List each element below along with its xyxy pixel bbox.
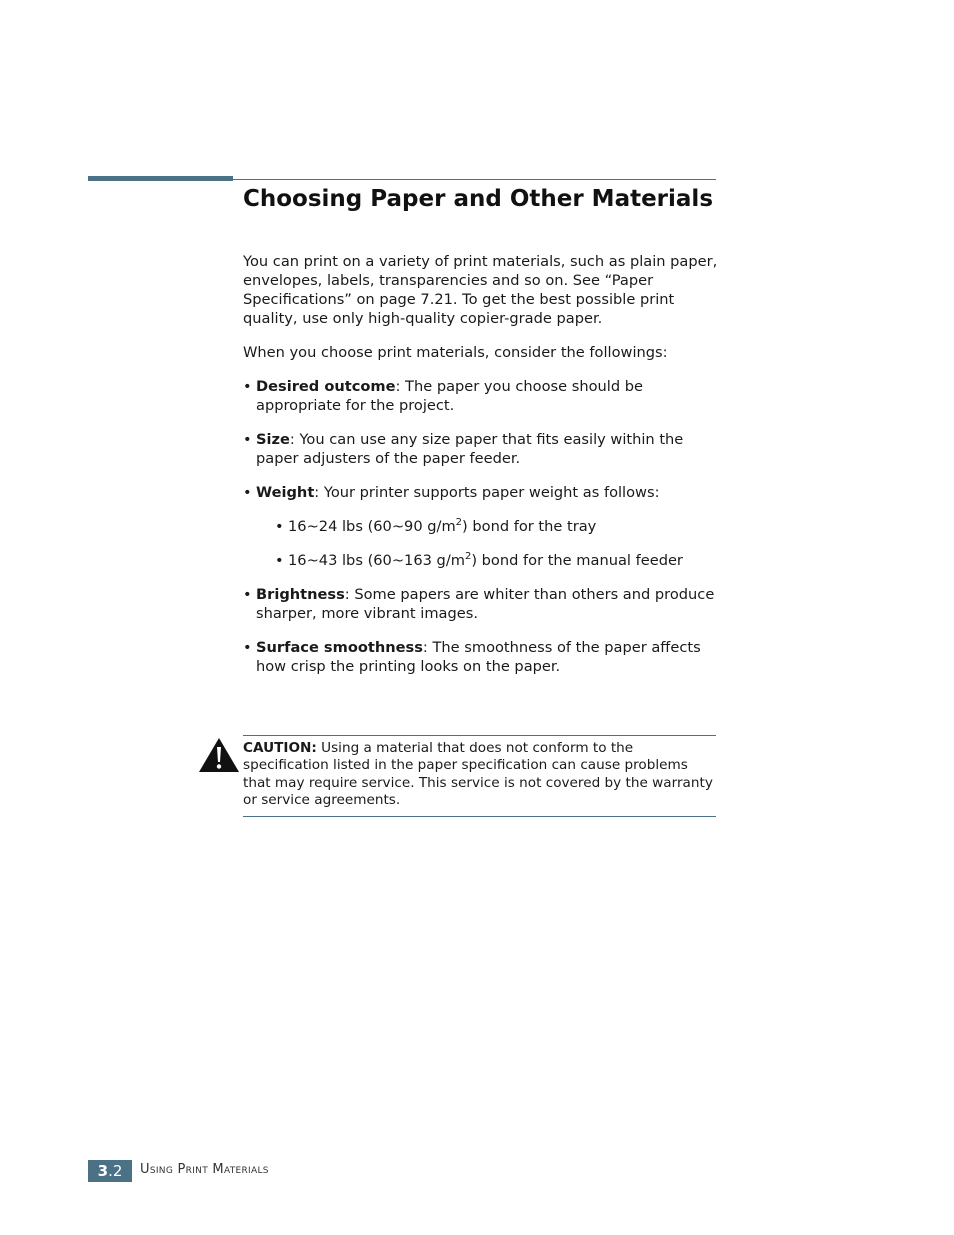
bullet-surface-smoothness [243, 638, 723, 676]
caution-text: Using a material that does not conform to the specification listed in the paper specification can cause problems that may require service. This service is not covered by the warranty or service agreements. [243, 740, 713, 808]
bullet-term: Size [256, 431, 290, 448]
bullet-marker: • [243, 378, 252, 395]
warning-triangle-icon [198, 736, 240, 774]
weight-item-manual [243, 551, 723, 570]
bullet-text: : The paper you choose should be appropriate for the project. [256, 378, 643, 414]
weight-text: 16~24 lbs (60~90 g/m [288, 518, 456, 535]
bullet-text: : Your printer supports paper weight as follows: [314, 484, 660, 501]
bullet-brightness [243, 585, 723, 623]
superscript: 2 [455, 517, 463, 528]
weight-item-tray [243, 517, 723, 536]
bullet-marker: • [243, 484, 252, 501]
bullet-desired-outcome [243, 377, 723, 415]
bullet-text: : The smoothness of the paper affects how crisp the printing looks on the paper. [256, 639, 701, 675]
caution-bottom-rule [243, 816, 716, 817]
heading-rule [233, 179, 716, 180]
intro-paragraph: You can print on a variety of print materials, such as plain paper, envelopes, labels, transparencies and so on. See “Paper Specifications” on page 7.21. To get the best possible print quality, use only high-quality copier-grade paper. [243, 253, 718, 327]
bullet-marker: • [275, 552, 284, 569]
bullet-text: : Some papers are whiter than others and produce sharper, more vibrant images. [256, 586, 715, 622]
bullet-term: Desired outcome [256, 378, 396, 395]
bullet-term: Surface smoothness [256, 639, 423, 656]
bullet-term: Brightness [256, 586, 345, 603]
page-number-badge [88, 1160, 132, 1182]
bullet-text: : You can use any size paper that fits easily within the paper adjusters of the paper feeder. [256, 431, 684, 467]
bullet-marker: • [243, 586, 252, 603]
bullet-marker: • [243, 431, 252, 448]
superscript: 2 [464, 551, 472, 562]
chapter-number: 3 [97, 1162, 109, 1180]
bullet-marker: • [243, 639, 252, 656]
bullet-size [243, 430, 723, 468]
running-footer-title: Using Print Materials [140, 1162, 269, 1177]
weight-text: ) bond for the tray [462, 518, 597, 535]
bullet-weight [243, 483, 723, 502]
weight-text: 16~43 lbs (60~163 g/m [288, 552, 465, 569]
caution-note [243, 740, 713, 809]
heading-accent-bar [88, 176, 233, 181]
weight-text: ) bond for the manual feeder [471, 552, 683, 569]
caution-label: CAUTION: [243, 740, 317, 756]
page-title: Choosing Paper and Other Materials [243, 186, 714, 212]
caution-top-rule [243, 735, 716, 736]
body-text [243, 252, 723, 691]
bullet-term: Weight [256, 484, 315, 501]
consider-paragraph: When you choose print materials, consider the followings: [243, 344, 668, 361]
page-number: .2 [108, 1162, 123, 1180]
bullet-marker: • [275, 518, 284, 535]
